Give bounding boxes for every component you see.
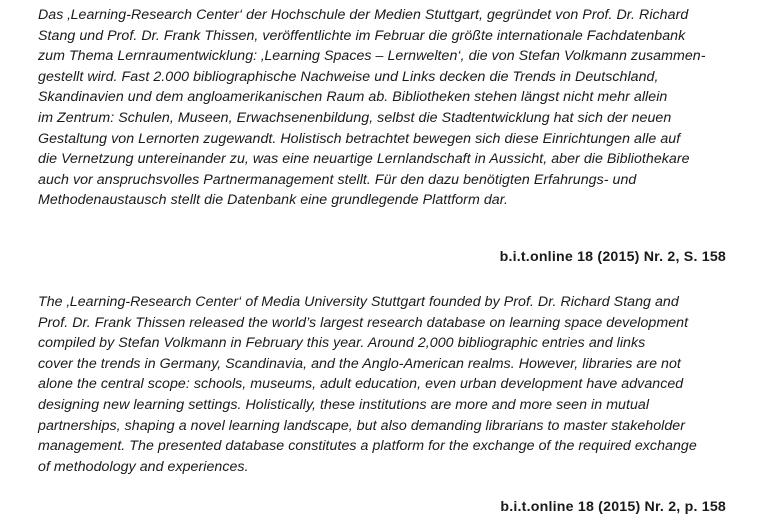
english-abstract-line: management. The presented database constitutes a platform for the exchange of the required exchange [38, 438, 697, 455]
english-abstract [38, 292, 738, 477]
english-abstract-line: compiled by Stefan Volkmann in February this year. Around 2,000 bibliographic entries and links [38, 335, 646, 352]
german-citation: b.i.t.online 18 (2015) Nr. 2, S. 158 [499, 249, 726, 265]
english-abstract-line: The ‚Learning-Research Center‘ of Media University Stuttgart founded by Prof. Dr. Richard Stang and [38, 294, 679, 310]
english-abstract-line: alone the central scope: schools, museums, adult education, even urban development have advanced [38, 376, 684, 393]
german-abstract-line: zum Thema Lernraumentwicklung: ‚Learning Spaces – Lernwelten‘, die von Stefan Volkmann zusammen- [38, 48, 706, 65]
german-abstract-line: Skandinavien und dem angloamerikanischen Raum ab. Bibliotheken stehen längst nicht mehr allein [38, 89, 668, 106]
english-abstract-line: partnerships, shaping a novel learning landscape, but also demanding librarians to master stakeholder [38, 417, 686, 434]
german-abstract-line: Das ‚Learning-Research Center‘ der Hochschule der Medien Stuttgart, gegründet von Prof. Dr. Richard [38, 7, 689, 23]
english-citation: b.i.t.online 18 (2015) Nr. 2, p. 158 [500, 499, 726, 515]
german-abstract-line: im Zentrum: Schulen, Museen, Erwachsenenbildung, selbst die Stadtentwicklung hat sich der neuen [38, 109, 672, 126]
english-abstract-line: designing new learning settings. Holistically, these institutions are more and more seen in mutual [38, 396, 650, 413]
german-abstract-line: gestellt wird. Fast 2.000 bibliographische Nachweise und Links decken die Trends in Deutschland, [38, 68, 659, 85]
english-abstract-line: cover the trends in Germany, Scandinavia, and the Anglo-American realms. However, libraries are not [38, 355, 681, 372]
german-abstract-line: Methodenaustausch stellt die Datenbank eine grundlegende Plattform dar. [38, 192, 508, 209]
german-abstract-line: auch vor anspruchsvolles Partnermanagement stellt. Für den dazu benötigten Erfahrungs- und [38, 171, 637, 188]
german-abstract-line: die Vernetzung untereinander zu, was eine neuartige Lernlandschaft in Aussicht, aber die Bibliothekare [38, 151, 690, 168]
english-abstract-line: Prof. Dr. Frank Thissen released the world’s largest research database on learning space development [38, 314, 689, 331]
german-abstract-line: Gestaltung von Lernorten zugewandt. Holistisch betrachtet bewegen sich diese Einrichtungen alle auf [38, 130, 681, 147]
english-abstract-line: of methodology and experiences. [38, 458, 249, 475]
german-abstract-line: Stang und Prof. Dr. Frank Thissen, veröffentlichte im Februar die größte internationale Fachdatenbank [38, 27, 686, 44]
german-abstract [38, 5, 738, 211]
